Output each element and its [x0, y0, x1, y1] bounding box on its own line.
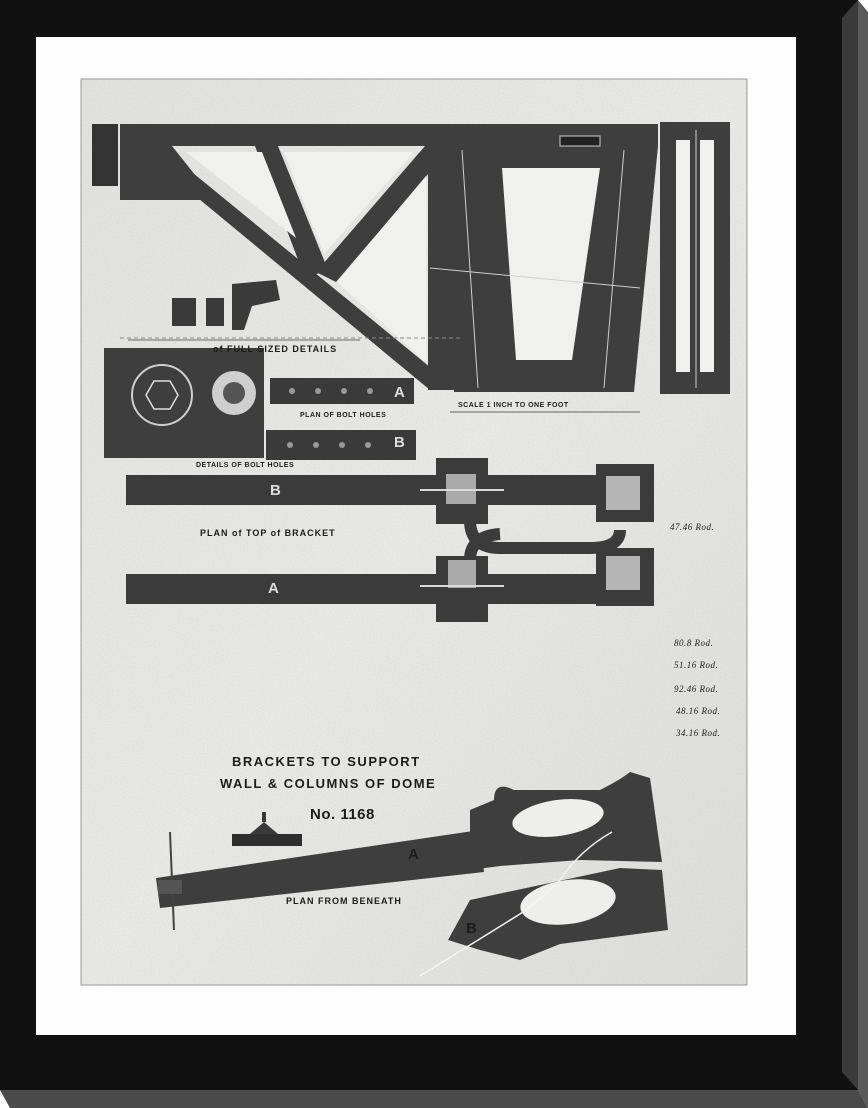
letter-b-plan: B [270, 482, 282, 499]
plan-from-beneath-label: PLAN FROM BENEATH [286, 896, 402, 906]
letter-a-beneath: A [408, 846, 420, 863]
margin-note: 92.46 Rod. [674, 684, 719, 694]
letter-b-beneath: B [466, 920, 478, 937]
details-of-bolt-holes-label: DETAILS OF BOLT HOLES [196, 462, 295, 469]
letter-a-plan: A [268, 580, 280, 597]
letter-a-top: A [394, 384, 406, 401]
margin-note: 34.16 Rod. [676, 728, 721, 738]
margin-note: 48.16 Rod. [676, 706, 721, 716]
letter-b-top: B [394, 434, 406, 451]
bolt-detail-block [104, 348, 264, 458]
plan-of-bolt-holes-label: PLAN OF BOLT HOLES [300, 412, 387, 419]
sheet-number: No. 1168 [310, 806, 375, 823]
margin-note: 47.46 Rod. [670, 522, 715, 532]
scale-label: SCALE 1 INCH TO ONE FOOT [458, 402, 569, 409]
plan-of-top-of-bracket-label: PLAN of TOP of BRACKET [200, 528, 336, 538]
margin-note: 80.8 Rod. [674, 638, 714, 648]
margin-note: 51.16 Rod. [674, 660, 719, 670]
title-line-1: BRACKETS TO SUPPORT [232, 754, 421, 769]
full-sized-details-label: of FULL SIZED DETAILS [213, 344, 338, 354]
title-line-2: WALL & COLUMNS OF DOME [220, 776, 437, 791]
